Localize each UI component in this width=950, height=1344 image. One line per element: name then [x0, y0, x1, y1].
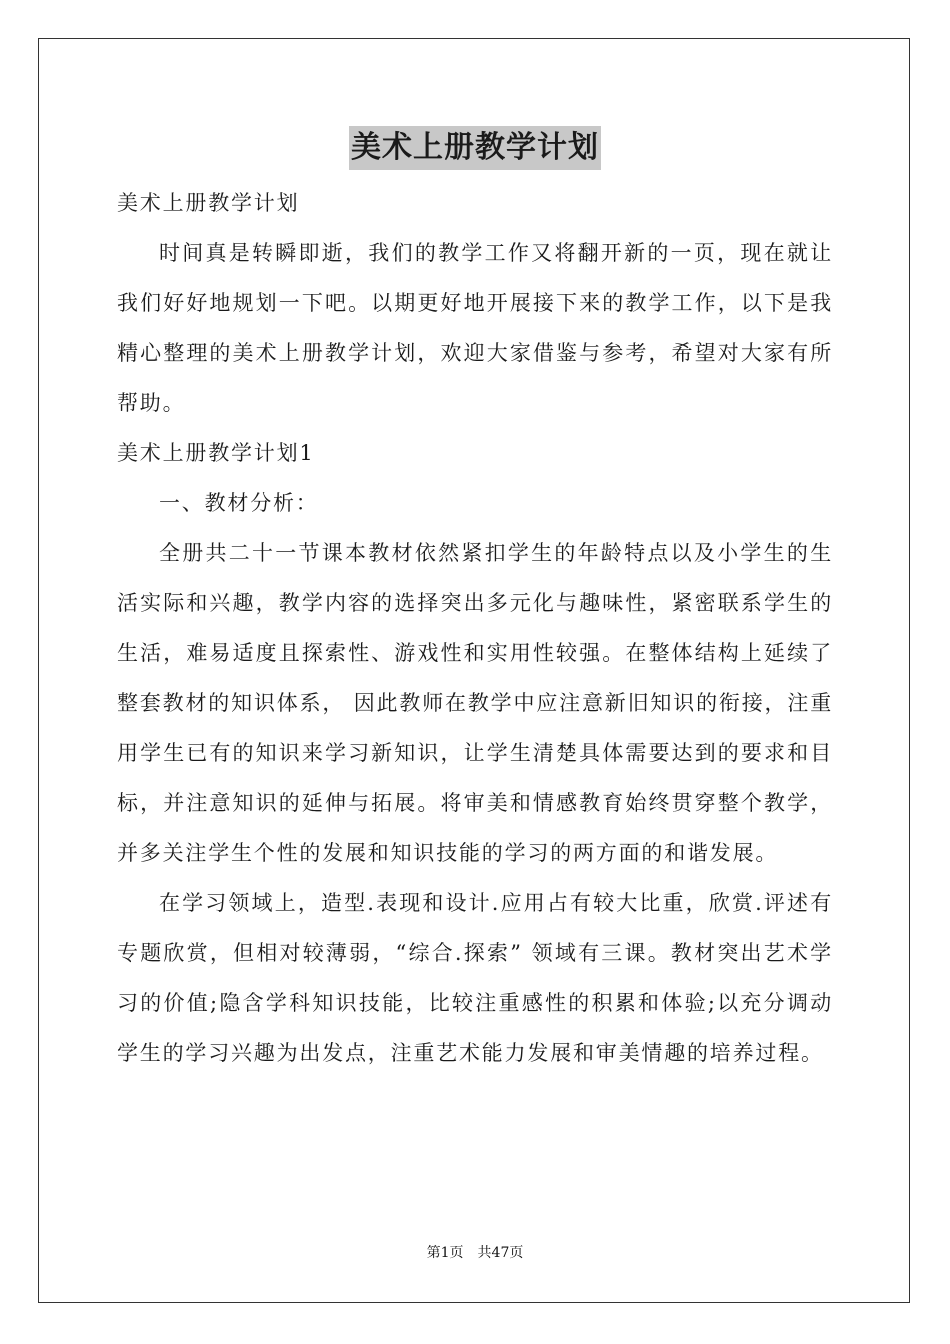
subtitle: 美术上册教学计划	[117, 191, 300, 215]
body-paragraph-2: 在学习领域上，造型.表现和设计.应用占有较大比重，欣赏.评述有专题欣赏，但相对较薄弱，“综合.探索” 领域有三课。教材突出艺术学习的价值;隐含学科知识技能，比较注重感性的积累和体验;以充分调动学生的学习兴趣为出发点，注重艺术能力发展和审美情趣的培养过程。	[117, 891, 833, 1065]
intro-paragraph: 时间真是转瞬即逝，我们的教学工作又将翻开新的一页，现在就让我们好好地规划一下吧。以期更好地开展接下来的教学工作，以下是我精心整理的美术上册教学计划，欢迎大家借鉴与参考，希望对大家有所帮助。	[117, 241, 833, 415]
document-body	[117, 178, 833, 1078]
document-title: 美术上册教学计划	[349, 126, 601, 170]
subsection-heading: 一、教材分析：	[159, 491, 319, 515]
section-heading: 美术上册教学计划1	[117, 441, 315, 465]
body-paragraph-1: 全册共二十一节课本教材依然紧扣学生的年龄特点以及小学生的生活实际和兴趣，教学内容的选择突出多元化与趣味性，紧密联系学生的生活，难易适度且探索性、游戏性和实用性较强。在整体结构上延续了整套教材的知识体系， 因此教师在教学中应注意新旧知识的衔接，注重用学生已有的知识来学习新知识，让学生清楚具体需要达到的要求和目标，并注意知识的延伸与拓展。将审美和情感教育始终贯穿整个教学，并多关注学生个性的发展和知识技能的学习的两方面的和谐发展。	[117, 541, 833, 865]
title-container	[0, 126, 950, 170]
page-number: 第1页 共47页	[426, 1245, 524, 1261]
